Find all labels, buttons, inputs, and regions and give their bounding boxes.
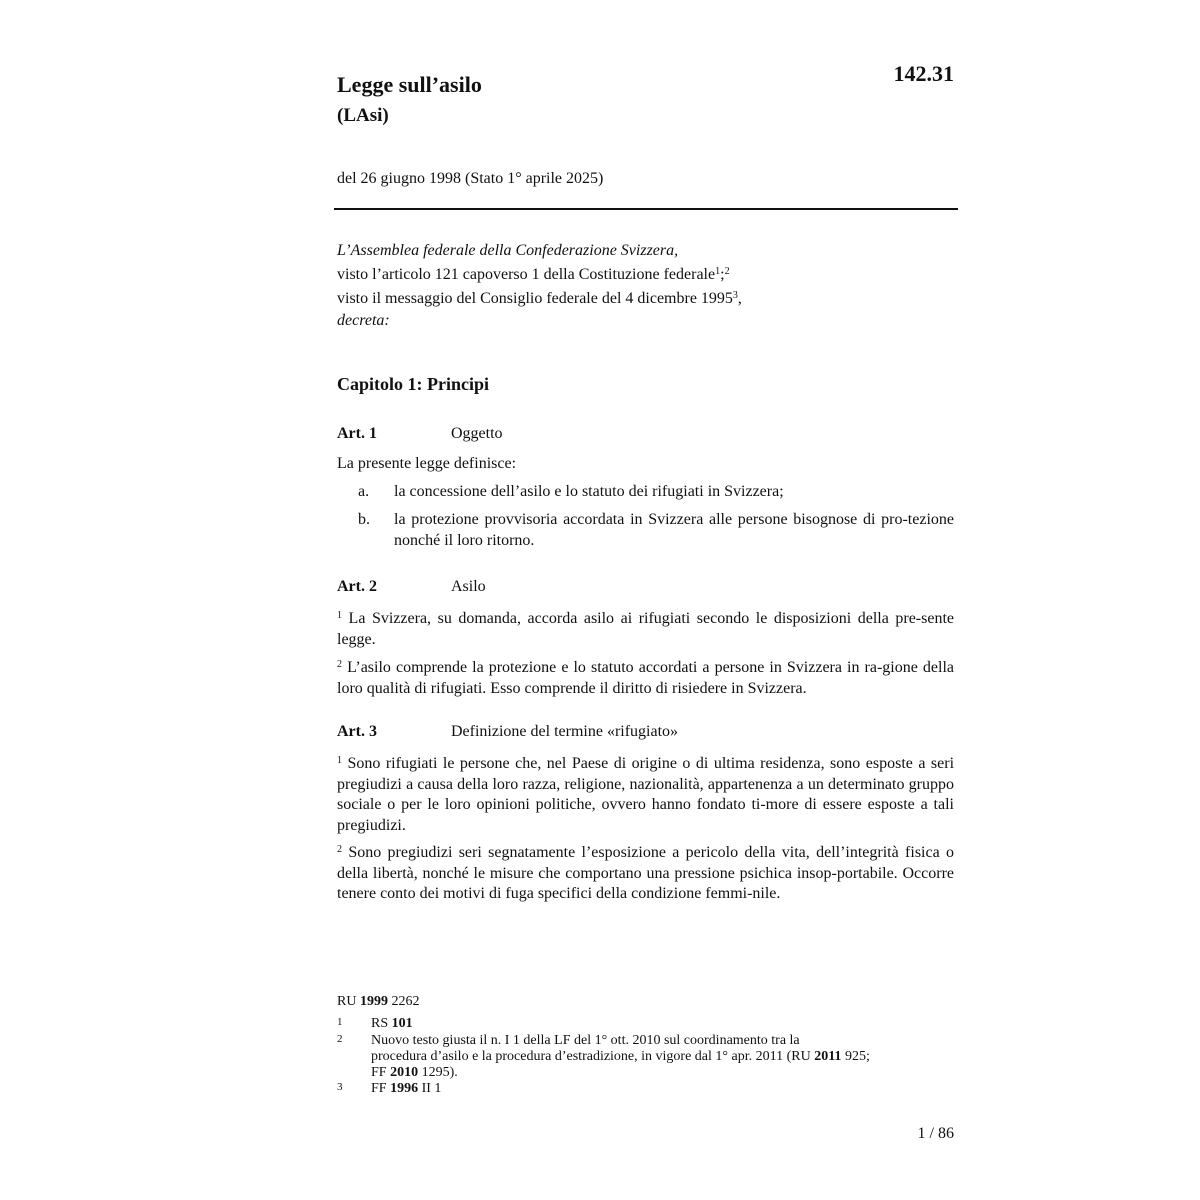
article-paragraph [337, 751, 954, 836]
footnote-text-part: 1996 [390, 1081, 419, 1096]
footnote-number: 1 [337, 1016, 343, 1028]
footnote-ref[interactable]: 1 [715, 266, 721, 277]
paragraph-number: 2 [337, 659, 342, 670]
footnote-text-part: RS [371, 1016, 392, 1031]
preamble-line-text: visto il messaggio del Consiglio federale del 4 dicembre 1995 [337, 290, 733, 307]
separator: ; [720, 266, 725, 283]
article-paragraph [337, 606, 954, 650]
preamble-line-text: visto l’articolo 121 capoverso 1 della Costituzione federale [337, 266, 716, 283]
footnote-text [371, 1016, 951, 1032]
article-heading [337, 723, 678, 741]
paragraph-text: La Svizzera, su domanda, accorda asilo ai rifugiati secondo le disposizioni della pre-sente legge. [337, 610, 955, 648]
paragraph-number: 1 [337, 610, 342, 621]
ru-year: 1999 [359, 994, 388, 1009]
list-marker: a. [358, 483, 370, 500]
paragraph-number: 1 [337, 755, 342, 766]
article-number: Art. 1 [337, 425, 377, 442]
preamble-line-constitution [337, 261, 957, 285]
article-number: Art. 2 [337, 578, 377, 595]
footnote-text-part: 101 [391, 1016, 413, 1031]
footnote-text-part: FF [371, 1081, 391, 1096]
article-paragraph [337, 840, 954, 905]
document-page [337, 0, 957, 1200]
preamble-line-message [337, 285, 957, 309]
article-intro: La presente legge definisce: [337, 455, 517, 472]
footnote-line [371, 1049, 951, 1065]
preamble-decree: decreta: [337, 312, 390, 329]
law-title: Legge sull’asilo [337, 72, 482, 97]
law-abbreviation: (LAsi) [337, 105, 389, 126]
preamble [337, 240, 957, 331]
article-title: Oggetto [451, 425, 503, 442]
article-heading [337, 578, 486, 596]
paragraph-text: Sono pregiudizi seri segnatamente l’esposizione a pericolo della vita, dell’integrità fisica o della libertà, nonché le misure che comportano una pressione psichica insop-portabile. Occorre tenere conto dei motivi di fuga specifici della condizione femmi-nile. [337, 844, 954, 902]
footnote-line [371, 1033, 951, 1049]
list-item-text: la protezione provvisoria accordata in Svizzera alle persone bisognose di pro-tezione nonché il loro ritorno. [394, 511, 954, 549]
article-number: Art. 3 [337, 723, 377, 740]
footnote-text-part: FF [371, 1065, 391, 1080]
footnote-text-part: 2010 [390, 1065, 419, 1080]
footnote-text-part: 1295). [418, 1065, 458, 1080]
preamble-authority: L’Assemblea federale della Confederazione Svizzera, [337, 242, 679, 259]
official-compilation-reference [337, 994, 419, 1010]
footnote-ref[interactable]: 3 [732, 290, 738, 301]
footnote-ref[interactable]: 2 [724, 266, 730, 277]
article-title: Definizione del termine «rifugiato» [451, 723, 679, 740]
article-paragraph [337, 655, 954, 699]
footnote-number: 3 [337, 1081, 343, 1093]
sr-number: 142.31 [893, 61, 954, 86]
header-divider [334, 208, 958, 210]
footnote-text-part: Nuovo testo giusta il n. I 1 della LF del 1° ott. 2010 sul coordinamento tra la [371, 1033, 800, 1048]
paragraph-text: Sono rifugiati le persone che, nel Paese di origine o di ultima residenza, sono esposte a seri pregiudizi a causa della loro razza, religione, nazionalità, appartenenza a un determinato gruppo sociale o per le loro opinioni politiche, ovvero hanno fondato ti-more di essere esposte a tali pregiudizi. [337, 755, 955, 834]
separator: , [737, 290, 742, 307]
footnote-number: 2 [337, 1033, 343, 1045]
ru-prefix: RU [337, 994, 360, 1009]
ru-page: 2262 [387, 994, 420, 1009]
paragraph-text: L’asilo comprende la protezione e lo statuto accordati a persone in Svizzera in ra-gione della loro qualità di rifugiati. Esso comprende il diritto di risiedere in Svizzera. [337, 659, 954, 697]
date-line: del 26 giugno 1998 (Stato 1° aprile 2025) [337, 170, 604, 187]
list-marker: b. [358, 511, 370, 528]
footnote-text-part: 925; [841, 1049, 870, 1064]
page-number: 1 / 86 [917, 1125, 954, 1142]
list-item-text: la concessione dell’asilo e lo statuto dei rifugiati in Svizzera; [394, 483, 784, 500]
footnote-text-part: procedura d’asilo e la procedura d’estradizione, in vigore dal 1° apr. 2011 (RU [371, 1049, 815, 1064]
footnote-line [371, 1065, 951, 1081]
footnote-text-part: 2011 [814, 1049, 842, 1064]
footnote-text-part: II 1 [418, 1081, 442, 1096]
article-title: Asilo [451, 578, 486, 595]
chapter-heading: Capitolo 1: Principi [337, 374, 489, 394]
footnote-text [371, 1081, 951, 1097]
article-heading [337, 425, 503, 443]
footnote-text [371, 1033, 951, 1081]
paragraph-number: 2 [337, 844, 342, 855]
